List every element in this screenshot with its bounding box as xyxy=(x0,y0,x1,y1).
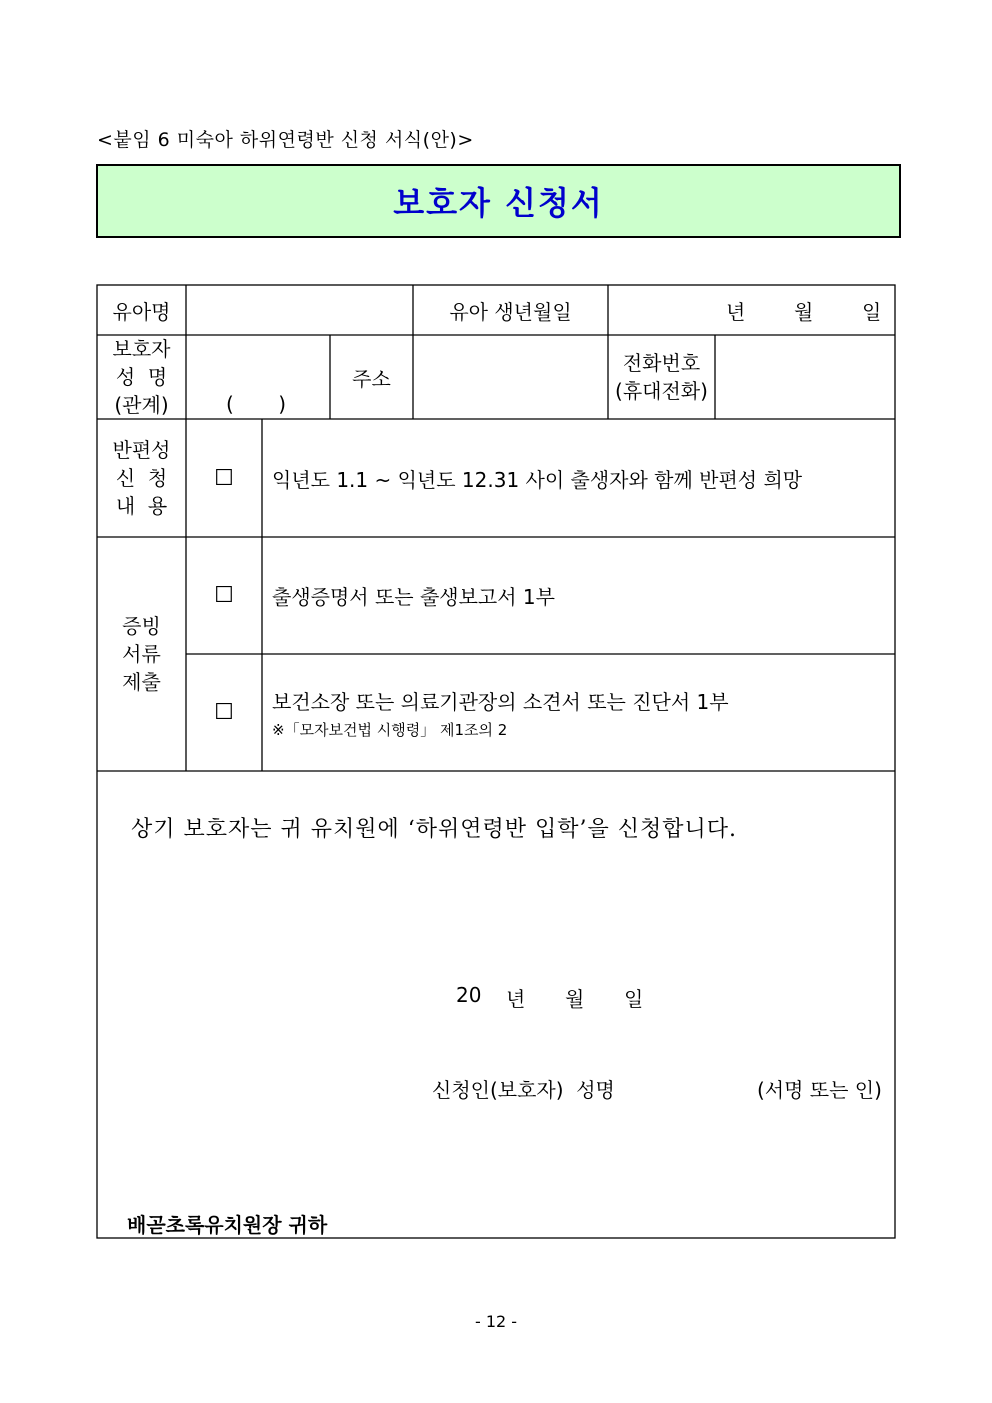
phone-label-line2: (휴대전화) xyxy=(615,379,708,403)
date-year[interactable]: 20 xyxy=(456,983,482,1007)
child-name-label: 유아명 xyxy=(112,299,171,324)
child-dob-label: 유아 생년월일 xyxy=(449,299,572,324)
guardian-label-line2: 성 명 xyxy=(115,365,168,389)
dob-month-unit: 월 xyxy=(794,299,814,324)
guardian-name-field[interactable] xyxy=(186,335,330,419)
class-label-line2: 신 청 xyxy=(115,466,168,490)
class-option-text: 익년도 1.1 ~ 익년도 12.31 사이 출생자와 함께 반편성 희망 xyxy=(272,467,803,492)
address-label: 주소 xyxy=(352,366,391,391)
date-day-unit: 일 xyxy=(624,987,644,1011)
docs-label-line1: 증빙 xyxy=(122,614,161,638)
phone-label xyxy=(608,335,715,419)
doc2-note: ※「모자보건법 시행령」 제1조의 2 xyxy=(272,720,508,739)
date-year-unit: 년 xyxy=(506,987,526,1011)
date-month-unit: 월 xyxy=(565,987,585,1011)
applicant-name-label: 신청인(보호자) 성명 xyxy=(432,1078,615,1102)
doc2-text: 보건소장 또는 의료기관장의 소견서 또는 진단서 1부 xyxy=(272,689,729,714)
guardian-label-line3: (관계) xyxy=(114,393,169,417)
class-label-line1: 반편성 xyxy=(112,438,171,462)
attachment-caption: <붙임 6 미숙아 하위연령반 신청 서식(안)> xyxy=(97,129,474,151)
phone-label-line1: 전화번호 xyxy=(622,351,701,375)
child-name-field[interactable] xyxy=(186,285,413,335)
doc2-checkbox[interactable]: ☐ xyxy=(214,700,234,725)
guardian-label-line1: 보호자 xyxy=(112,337,171,361)
doc1-checkbox[interactable]: ☐ xyxy=(214,583,234,608)
docs-label-line2: 서류 xyxy=(122,642,161,666)
docs-label-line3: 제출 xyxy=(122,670,161,694)
guardian-label xyxy=(97,335,186,419)
documents-label xyxy=(97,537,186,771)
addressee: 배곧초록유치원장 귀하 xyxy=(127,1213,328,1237)
page-number: - 12 - xyxy=(474,1312,518,1331)
class-label-line3: 내 용 xyxy=(115,494,168,518)
phone-field[interactable] xyxy=(715,335,895,419)
doc1-text: 출생증명서 또는 출생보고서 1부 xyxy=(272,585,555,609)
address-field[interactable] xyxy=(413,335,608,419)
child-dob-field[interactable] xyxy=(608,285,895,335)
page-title: 보호자 신청서 xyxy=(393,184,604,222)
class-option-checkbox[interactable]: ☐ xyxy=(214,465,234,491)
signature-label[interactable]: (서명 또는 인) xyxy=(757,1078,882,1102)
relation-field[interactable]: ( ) xyxy=(226,392,287,416)
application-statement: 상기 보호자는 귀 유치원에 ‘하위연령반 입학’을 신청합니다. xyxy=(131,817,737,842)
dob-day-unit: 일 xyxy=(862,299,882,324)
dob-year-unit: 년 xyxy=(726,299,746,324)
doc2-cell xyxy=(262,654,895,771)
class-request-label xyxy=(97,419,186,537)
